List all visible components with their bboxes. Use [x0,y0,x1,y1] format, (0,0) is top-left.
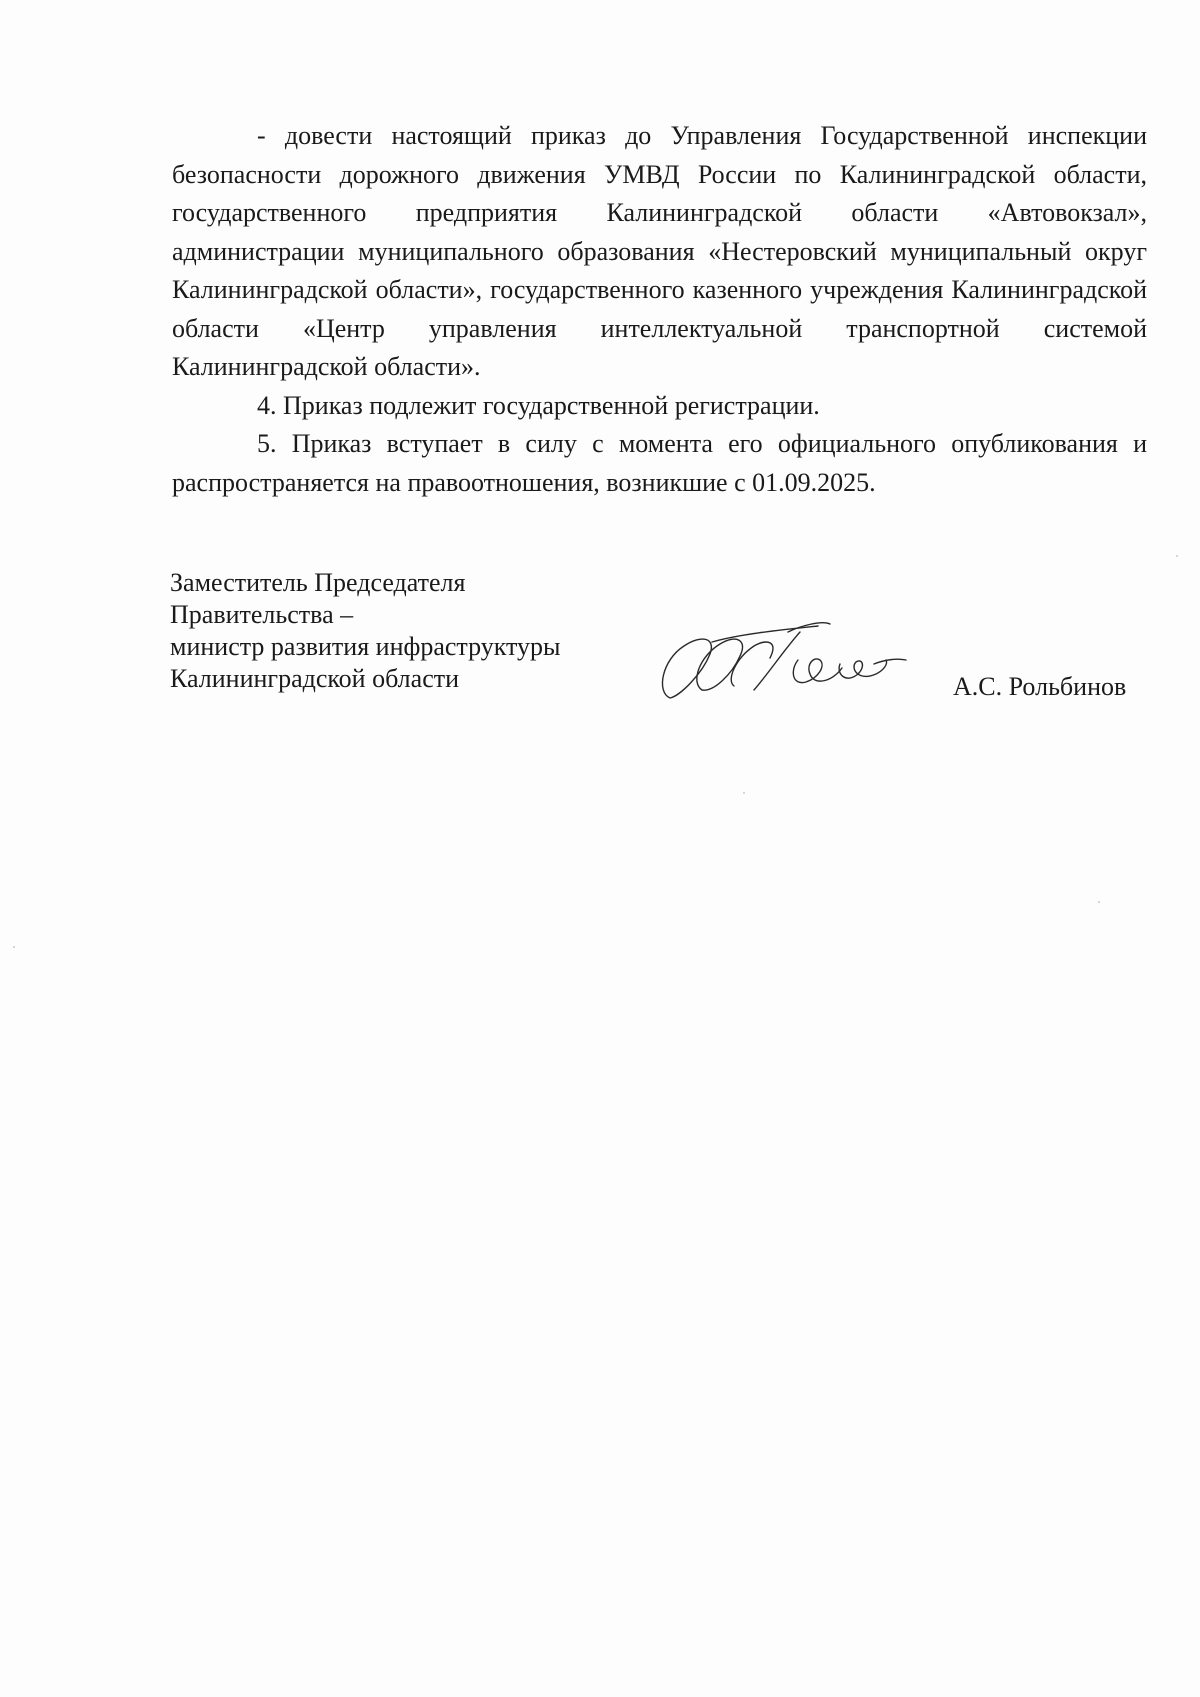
paragraph-item-5-effective-date: 5. Приказ вступает в силу с момента его официального опубликования и распространяется на правоотношения, возникшие с 01.09.2025. [172,429,1147,497]
handwritten-signature [650,620,915,710]
signatory-position [170,567,630,695]
scan-speck [13,946,15,948]
signer-name: А.С. Рольбинов [953,672,1127,701]
paragraph-notify-organizations: - довести настоящий приказ до Управления Государственной инспекции безопасности дорожного движения УМВД России по Калининградской области, государственного предприятия Калининградской области «Автовокзал», администрации муниципального образования «Нестеровский муниципальный округ Калининградской области», государственного казенного учреждения Калининградской области «Центр управления интеллектуальной транспортной системой Калининградской области». [172,121,1147,381]
signatory-position-line: Калининградской области [170,664,460,693]
signatory-position-line: Правительства – [170,600,354,629]
document-body [172,117,1147,502]
scan-speck [1176,555,1178,557]
paragraph-item-4-registration: 4. Приказ подлежит государственной регистрации. [257,390,820,420]
scan-speck [1098,901,1100,903]
signatory-position-line: Заместитель Председателя [170,568,466,597]
scan-speck [743,792,745,794]
signatory-position-line: министр развития инфраструктуры [170,632,561,661]
